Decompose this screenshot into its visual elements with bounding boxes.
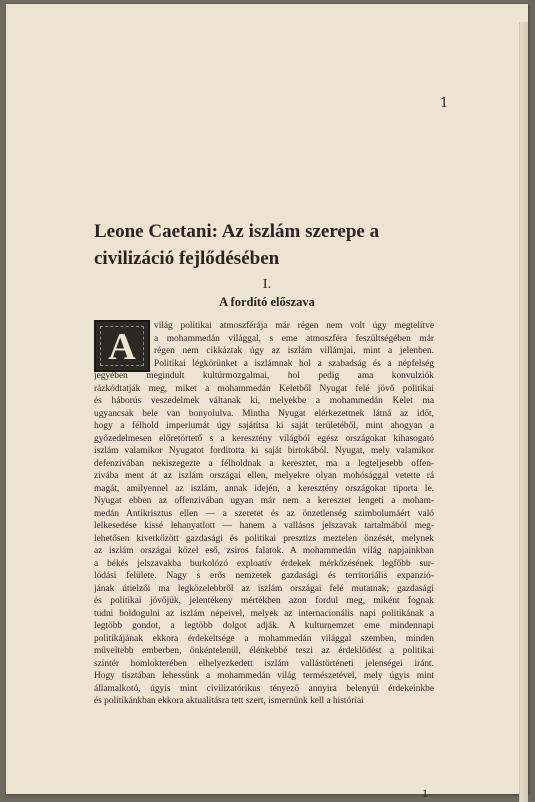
body-line: politikájának ekkora érdekeltsége a mohammedán világgal szemben, minden <box>94 633 434 644</box>
body-line: régen nem cikkáztak úgy az iszlám villámjai, mint a jelenben. <box>154 346 434 356</box>
body-line: Hogy tisztában lehessünk a mohammedán világ természetével, mely úgyis mint <box>94 671 434 681</box>
body-line: az iszlám országai közel eső, zsiros falatok. A mohammedán világ napjainkban <box>94 546 434 556</box>
body-line: legtöbb gondot, a legtöbb dolgot adják. A kulturnemzet eme mindennapi <box>94 621 434 631</box>
body-line: Politikai légkörünket a iszlámnak hol a szabadság és a népfelség <box>154 358 434 369</box>
body-line: rázkódtatják meg, miket a mohammedán Keletből Nyugat felé jövő politikai <box>94 383 434 394</box>
body-line: ugyancsak bele van bonyolulva. Mintha Nyugat elérkezettnek látná az időt, <box>94 408 434 419</box>
body-line: medán Antikrisztus ellen — a szeretet és az önzetlenség szimbolumáért való <box>94 508 434 519</box>
body-line: világ politikai atmoszférája már régen nem volt úgy megtelítve <box>154 321 434 331</box>
body-line: iszlám valamikor Nyugatot forditotta ki saját birtokából. Nyugat, mely valamikor <box>94 446 434 456</box>
body-line: lelkesedése kissé lehanyatlott — hanem a vallásos jelszavak tartalmából meg- <box>94 521 434 531</box>
body-line: és politikai jövőjük, jelentékeny mértékben azon fordul meg, miként fognak <box>94 596 434 606</box>
body-line: jegyében megindult kultúrmozgalmai, hol pedig ama konvulziók <box>94 371 434 381</box>
body-line: defenzivában nekiszegezte a félholdnak a keresztet, ma a legteljesebb offen- <box>94 458 434 469</box>
section-number: I. <box>262 277 272 292</box>
body-line: és háborús veszedelmek váltanak ki, melyekbe a mohammedán Kelet ma <box>94 396 434 406</box>
initial-letter: A <box>108 326 136 368</box>
body-line: lódási felülete. Nagy s erős nemzetek gazdasági és territoriális expanzió- <box>94 571 434 581</box>
body-line: államalkotó, úgyis mint civilizatórikus tényező annyira belenyúl érdekeinkbe <box>94 683 434 694</box>
body-text <box>94 320 434 708</box>
body-line: magát, amilyennel az iszlám, annak idején, a keresztény országokat tiporta le. <box>94 483 434 494</box>
body-line: győzedelmesen előretörtető s a keresztény világból egész országokat kihasogató <box>94 433 434 444</box>
body-line: szintér homlokterében elhelyezkedett iszlám vallástörténeti jelenségei iránt. <box>94 658 434 669</box>
body-line: jának útielzői ma legközelebbről az iszlám országai felé mutatnak; gazdasági <box>94 583 434 594</box>
body-line: és politikánkban ekkora aktualitásra tett szert, ismernünk kell a históriai <box>94 696 364 706</box>
body-line: lehetősen kivetkőzött gazdasági és politikai presztizs meztelen önzését, melynek <box>94 533 434 544</box>
body-line: a mohammedán világgal, s eme atmoszféra feszültségében már <box>154 333 434 344</box>
body-line: műveltebb emberben, önkéntelenül, élénkebbé teszi az érdeklődést a politikai <box>94 646 434 656</box>
page-edge <box>519 22 528 802</box>
body-line: hogy a félhold imperiumát úgy sajátítsa ki saját területéből, mint ahogyan a <box>94 421 434 431</box>
body-line: tudni boldogulni az iszlám népeivel, melyek az internacionális napi politikának a <box>94 608 434 619</box>
footer-page-number: 1 <box>422 786 428 800</box>
document-page <box>6 4 528 800</box>
corner-page-number: 1 <box>440 96 449 111</box>
section-heading: A fordító előszava <box>219 295 315 309</box>
body-line: zivába ment át az iszlám országai ellen, melyekre olyan mohósággal vetette rá <box>94 471 434 481</box>
document-title: Leone Caetani: Az iszlám szerepe a civilizáció fejlődésében <box>94 221 380 269</box>
body-line: Nyugat ebben az offenzivában ugyan már nem a keresztet lengeti a moham- <box>94 496 434 506</box>
body-line: a békés jelszavakba burkolózó exploatív érdekek mérkőzésének legfőbb sur- <box>94 558 434 569</box>
